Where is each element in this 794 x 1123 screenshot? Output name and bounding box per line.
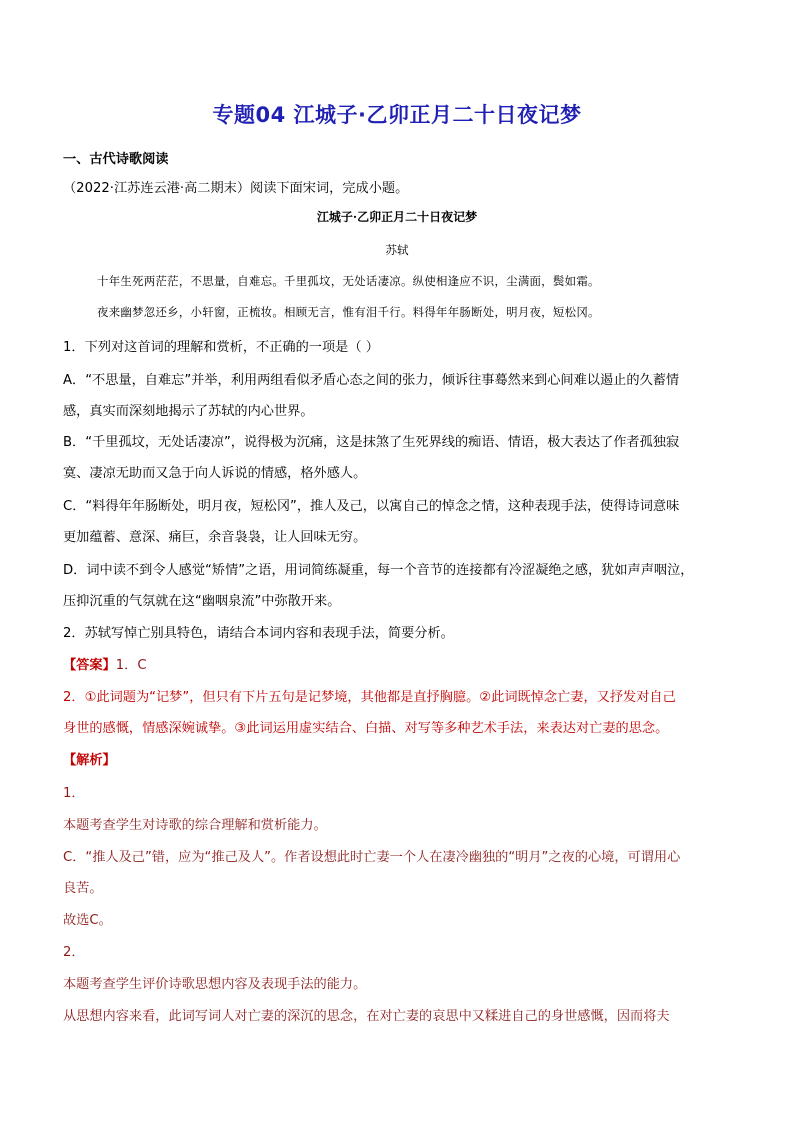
analysis-paragraph-4: 本题考查学生评价诗歌思想内容及表现手法的能力。 — [63, 977, 367, 992]
question-1-option-c-line-1: C．“料得年年肠断处，明月夜，短松冈”，推人及己，以寓自己的悼念之情，这种表现手法，使得诗词意味 — [63, 499, 680, 514]
analysis-paragraph-3: 故选C。 — [63, 913, 112, 928]
question-1-option-d-line-1: D．词中读不到令人感觉“矫情”之语，用词简练凝重，每一个音节的连接都有冷涩凝绝之感，犹如声声咽泣， — [63, 563, 694, 578]
answer-1: 1．C — [115, 658, 147, 673]
question-1-option-c-line-2: 更加蕴蓄、意深、痛巨，余音袅袅，让人回味无穷。 — [63, 530, 367, 545]
question-1-option-a-line-1: A．“不思量，自难忘”并举，利用两组看似矛盾心态之间的张力，倾诉往事蓦然来到心间难以遏止的久蓄情 — [63, 373, 680, 388]
question-1-stem: 1．下列对这首词的理解和赏析，不正确的一项是（ ） — [63, 340, 379, 355]
question-1-option-d-line-2: 压抑沉重的气氛就在这“幽咽泉流”中弥散开来。 — [63, 594, 341, 609]
analysis-label: 【解析】 — [63, 753, 116, 768]
answer-label: 【答案】 — [63, 658, 116, 673]
question-1-option-b-line-2: 寞、凄凉无助而又急于向人诉说的情感，格外感人。 — [63, 466, 367, 481]
source-line: （2022·江苏连云港·高二期末）阅读下面宋词，完成小题。 — [63, 181, 409, 196]
question-1-option-a-line-2: 感，真实而深刻地揭示了苏轼的内心世界。 — [63, 404, 314, 419]
question-1-option-b-line-1: B．“千里孤坟，无处话凄凉”，说得极为沉痛，这是抹煞了生死界线的痴语、情语，极大表达了作者孤独寂 — [63, 435, 680, 450]
poem-line-2: 夜来幽梦忽还乡，小轩窗，正梳妆。相顾无言，惟有泪千行。料得年年肠断处，明月夜，短松冈。 — [97, 305, 600, 319]
poem-line-1: 十年生死两茫茫，不思量，自难忘。千里孤坟，无处话凄凉。纵使相逢应不识，尘满面，鬓如霜。 — [97, 274, 600, 288]
analysis-paragraph-2-line-1: C．“推人及己”错，应为“推己及人”。作者设想此时亡妻一个人在凄冷幽独的“明月”之夜的心境，可谓用心 — [63, 850, 681, 865]
question-2-stem: 2．苏轼写悼亡别具特色，请结合本词内容和表现手法，简要分析。 — [63, 626, 454, 641]
document-title: 专题04 江城子·乙卯正月二十日夜记梦 — [212, 103, 582, 127]
analysis-number-1: 1． — [63, 786, 85, 801]
answer-row — [63, 654, 147, 673]
poem-author: 苏轼 — [385, 243, 409, 257]
analysis-paragraph-1: 本题考查学生对诗歌的综合理解和赏析能力。 — [63, 818, 327, 833]
analysis-number-2: 2． — [63, 945, 85, 960]
analysis-paragraph-2-line-2: 良苦。 — [63, 881, 103, 896]
section-heading: 一、古代诗歌阅读 — [63, 152, 169, 167]
answer-2-line-2: 身世的感慨，情感深婉诚挚。③此词运用虚实结合、白描、对写等多种艺术手法，来表达对亡妻的思念。 — [63, 721, 669, 736]
analysis-paragraph-5: 从思想内容来看，此词写词人对亡妻的深沉的思念，在对亡妻的哀思中又糅进自己的身世感慨，因而将夫 — [63, 1009, 670, 1024]
poem-title: 江城子·乙卯正月二十日夜记梦 — [316, 210, 478, 224]
answer-2-line-1: 2．①此词题为“记梦”，但只有下片五句是记梦境，其他都是直抒胸臆。②此词既悼念亡妻，又抒发对自己 — [63, 690, 676, 705]
